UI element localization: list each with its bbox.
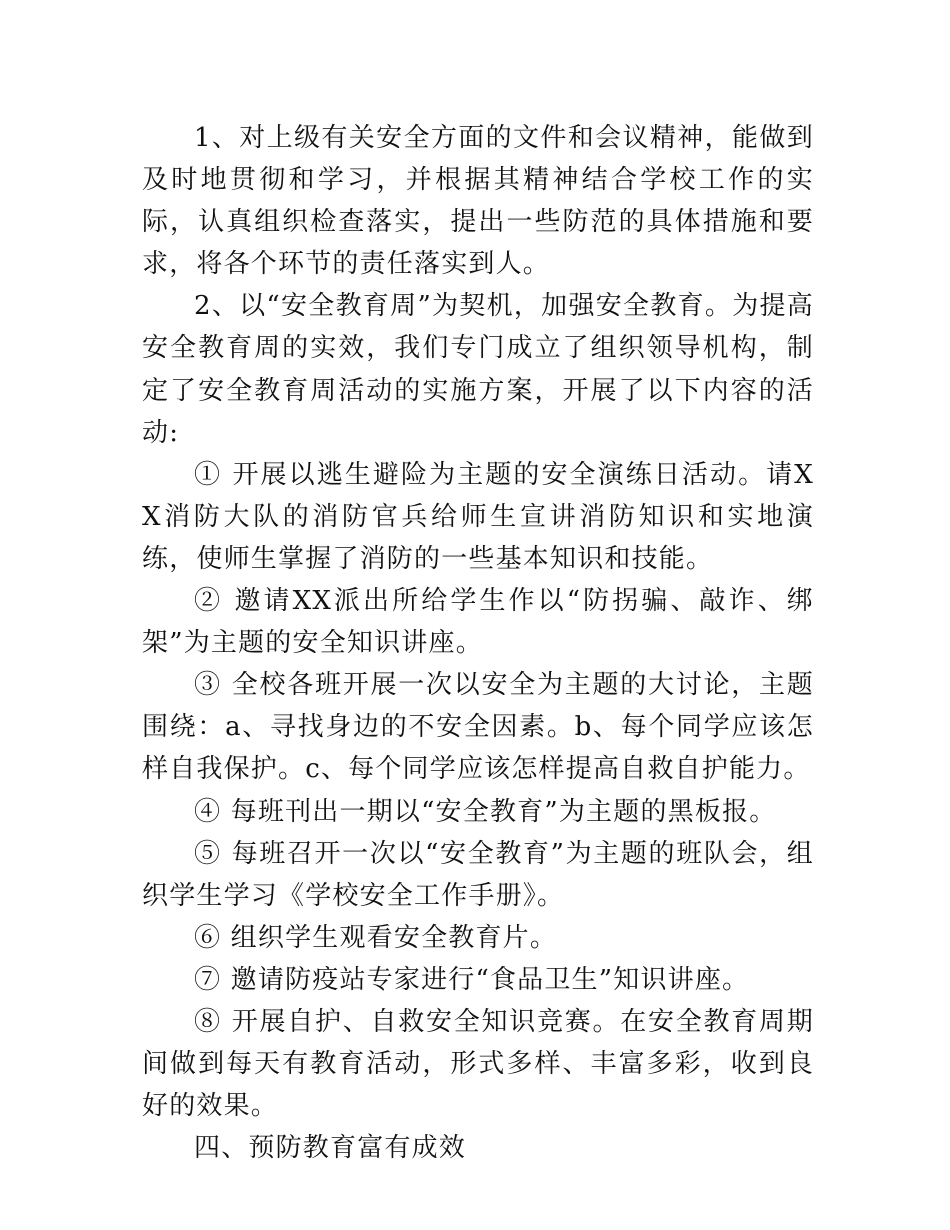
- paragraph-1: 1、对上级有关安全方面的文件和会议精神，能做到及时地贯彻和学习，并根据其精神结合学校工作的实际，认真组织检查落实，提出一些防范的具体措施和要求，将各个环节的责任落实到人。: [142, 123, 814, 280]
- paragraph-2: 2、以“安全教育周”为契机，加强安全教育。为提高安全教育周的实效，我们专门成立了组织领导机构，制定了安全教育周活动的实施方案，开展了以下内容的活动:: [142, 291, 814, 448]
- paragraph-activity-6: ⑥ 组织学生观看安全教育片。: [194, 922, 558, 953]
- paragraph-activity-4: ④ 每班刊出一期以“安全教育”为主题的黑板报。: [194, 796, 777, 827]
- paragraph-activity-7: ⑦ 邀请防疫站专家进行“食品卫生”知识讲座。: [194, 964, 750, 995]
- paragraph-activity-5: ⑤ 每班召开一次以“安全教育”为主题的班队会，组织学生学习《学校安全工作手册》。: [142, 838, 814, 911]
- paragraph-activity-1: ① 开展以逃生避险为主题的安全演练日活动。请XX消防大队的消防官兵给师生宣讲消防知识和实地演练，使师生掌握了消防的一些基本知识和技能。: [142, 459, 814, 574]
- document-body: [142, 117, 814, 1169]
- paragraph-activity-2: ② 邀请XX派出所给学生作以“防拐骗、敲诈、绑架”为主题的安全知识讲座。: [142, 586, 814, 659]
- paragraph-activity-3: ③ 全校各班开展一次以安全为主题的大讨论，主题围绕：a、寻找身边的不安全因素。b、每个同学应该怎样自我保护。c、每个同学应该怎样提高自救自护能力。: [142, 670, 814, 785]
- section-heading: 四、预防教育富有成效: [194, 1133, 467, 1164]
- paragraph-activity-8: ⑧ 开展自护、自救安全知识竞赛。在安全教育周期间做到每天有教育活动，形式多样、丰富多彩，收到良好的效果。: [142, 1006, 814, 1122]
